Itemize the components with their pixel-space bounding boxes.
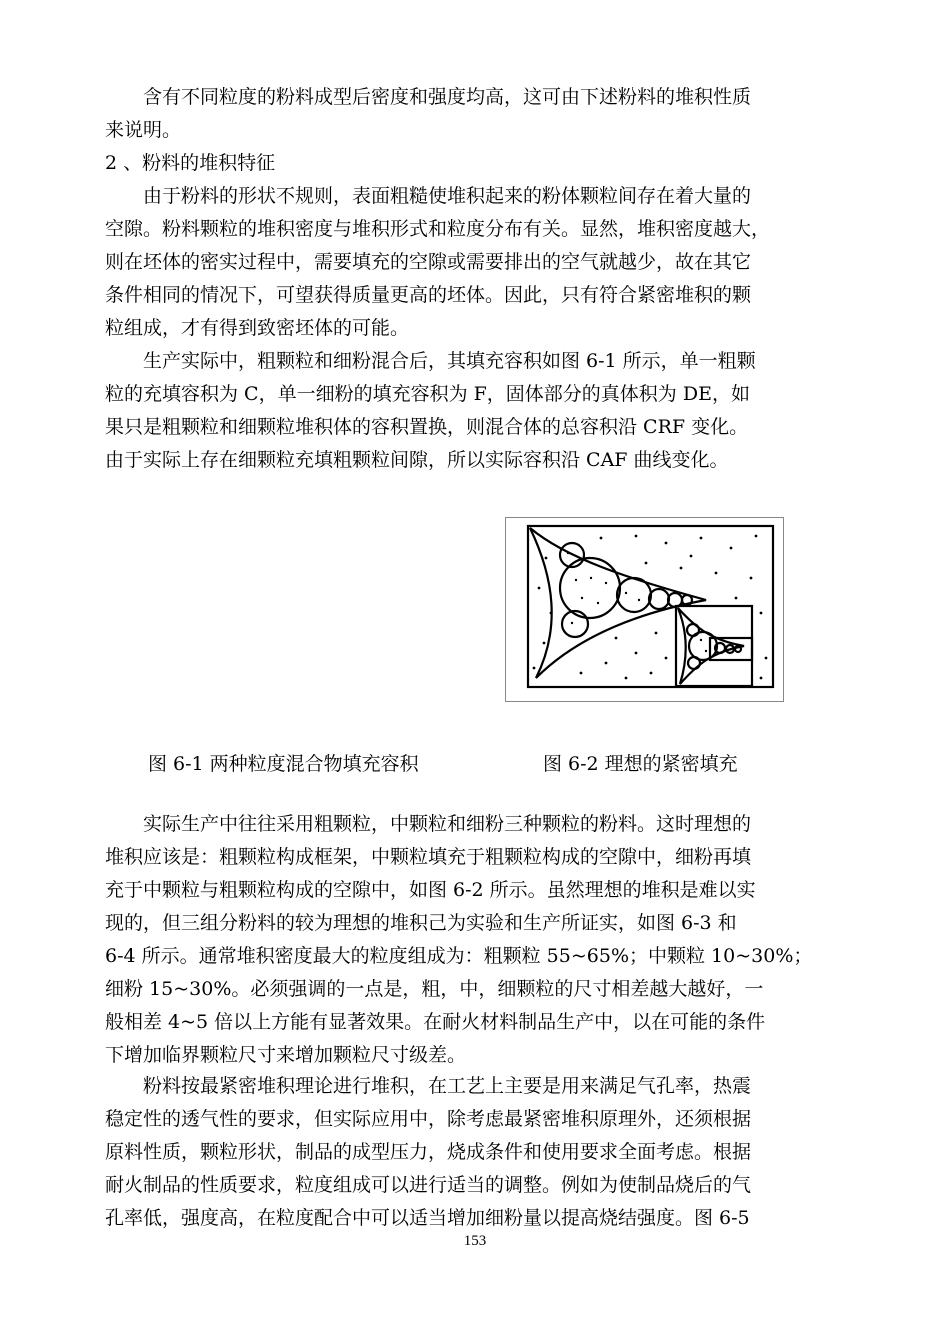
particle-inset-small — [687, 624, 699, 636]
intro-paragraph — [105, 81, 850, 147]
text-line: 6-4 所示。通常堆积密度最大的粒度组成为：粗颗粒 55~65%；中颗粒 10~30%； — [105, 945, 813, 967]
text-line: 耐火制品的性质要求，粒度组成可以进行适当的调整。例如为使制品烧后的气 — [105, 1174, 752, 1196]
text-line: 稳定性的透气性的要求，但实际应用中，除考虑最紧密堆积原理外，还须根据 — [105, 1108, 752, 1130]
text-line: 现的，但三组分粉料的较为理想的堆积己为实验和生产所证实，如图 6-3 和 — [105, 912, 737, 934]
text-line: 果只是粗颗粒和细颗粒堆积体的容积置换，则混合体的总容积沿 CRF 变化。 — [105, 416, 749, 438]
text-line: 来说明。 — [105, 119, 182, 141]
paragraph-packing-density — [105, 180, 850, 345]
text-line: 孔率低，强度高，在粒度配合中可以适当增加细粉量以提高烧结强度。图 6-5 — [105, 1207, 750, 1229]
paragraph-application — [105, 1070, 850, 1235]
particle-medium — [617, 578, 651, 612]
text-line: 含有不同粒度的粉料成型后密度和强度均高，这可由下述粉料的堆积性质 — [143, 86, 752, 108]
text-line: 充于中颗粒与粗颗粒构成的空隙中，如图 6-2 所示。虽然理想的堆积是难以实 — [105, 879, 756, 901]
text-line: 实际生产中往往采用粗颗粒，中颗粒和细粉三种颗粒的粉料。这时理想的 — [143, 813, 752, 835]
text-line: 下增加临界颗粒尺寸来增加颗粒尺寸级差。 — [105, 1044, 467, 1066]
particle-small — [649, 589, 669, 609]
text-line: 堆积应该是：粗颗粒构成框架，中颗粒填充于粗颗粒构成的空隙中，细粉再填 — [105, 846, 752, 868]
text-line: 生产实际中，粗颗粒和细粉混合后，其填充容积如图 6-1 所示，单一粗颗 — [143, 350, 756, 372]
figure-ideal-packing — [505, 517, 784, 702]
particle-inset-small — [688, 657, 700, 669]
text-line: 由于实际上存在细颗粒充填粗颗粒间隙，所以实际容积沿 CAF 曲线变化。 — [105, 449, 729, 471]
text-line: 则在坯体的密实过程中，需要填充的空隙或需要排出的空气就越少，故在其它 — [105, 251, 752, 273]
text-line: 般相差 4~5 倍以上方能有显著效果。在耐火材料制品生产中，以在可能的条件 — [105, 1011, 766, 1033]
text-line: 由于粉料的形状不规则，表面粗糙使堆积起来的粉体颗粒间存在着大量的 — [143, 185, 752, 207]
text-line: 粉料按最紧密堆积理论进行堆积，在工艺上主要是用来满足气孔率，热震 — [143, 1075, 752, 1097]
text-line: 粒组成，才有得到致密坯体的可能。 — [105, 317, 410, 339]
text-line: 原料性质，颗粒形状，制品的成型压力，烧成条件和使用要求全面考虑。根据 — [105, 1141, 752, 1163]
page-number: 153 — [463, 1233, 487, 1249]
text-line: 粒的充填容积为 C，单一细粉的填充容积为 F，固体部分的真体积为 DE，如 — [105, 383, 750, 405]
text-line: 细粉 15~30%。必须强调的一点是，粗，中，细颗粒的尺寸相差越大越好，一 — [105, 978, 764, 1000]
text-line: 空隙。粉料颗粒的堆积密度与堆积形式和粒度分布有关。显然，堆积密度越大， — [105, 218, 771, 240]
paragraph-mixing-volume — [105, 345, 850, 477]
section-heading: 2 、粉料的堆积特征 — [105, 152, 276, 174]
text-line: 条件相同的情况下，可望获得质量更高的坯体。因此，只有符合紧密堆积的颗 — [105, 284, 752, 306]
ideal-packing-diagram — [506, 518, 783, 701]
paragraph-three-component — [105, 808, 850, 1072]
figure-caption-6-2: 图 6-2 理想的紧密填充 — [543, 753, 738, 775]
figure-caption-6-1: 图 6-1 两种粒度混合物填充容积 — [148, 753, 419, 775]
particle-inset-small — [735, 646, 741, 652]
